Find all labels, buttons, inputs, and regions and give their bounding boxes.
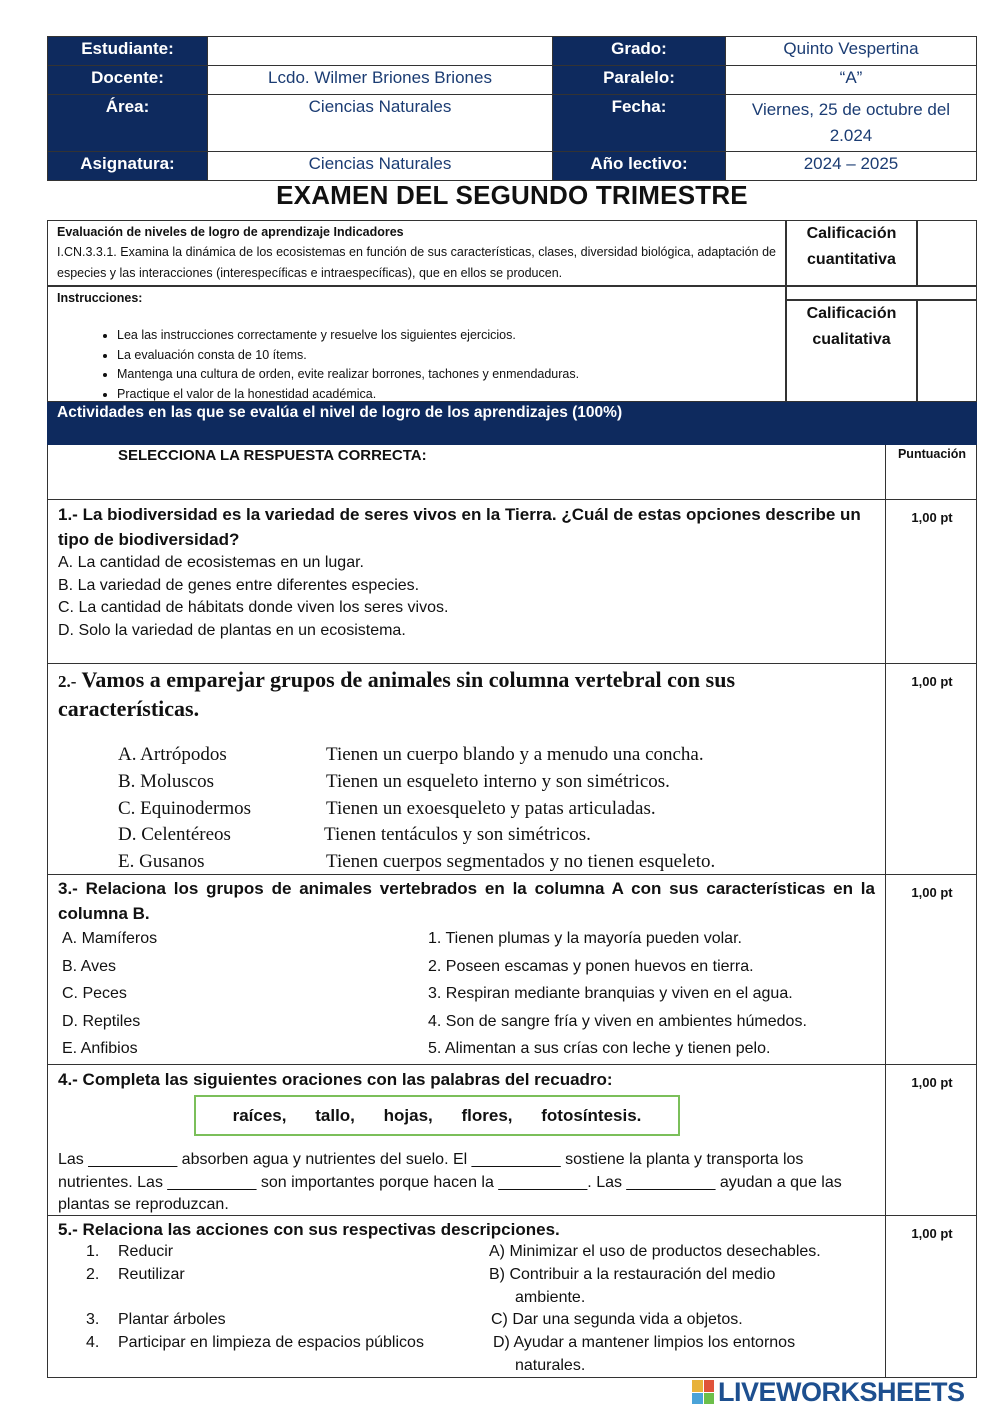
liveworksheets-logo[interactable] [692, 1377, 965, 1407]
q2-pair[interactable] [58, 824, 875, 851]
q5-action: Participar en limpieza de espacios públicos [118, 1334, 424, 1352]
q5-number: 2. [86, 1265, 100, 1283]
instruction-item: • Lea las instrucciones correctamente y resuelve los siguientes ejercicios. [117, 326, 776, 346]
question-5 [47, 1216, 977, 1378]
q1-option-c[interactable]: C. La cantidad de hábitats donde viven los seres vivos. [58, 599, 449, 616]
q2-left: C. Equinodermos [118, 797, 251, 819]
area-label: Área: [48, 95, 208, 152]
school-year-value: 2024 – 2025 [726, 152, 977, 181]
question-3-content [48, 875, 886, 1064]
q2-pair[interactable] [58, 798, 875, 825]
q5-description: A) Minimizar el uso de productos desechables. [489, 1243, 821, 1260]
question-2 [47, 664, 977, 875]
q5-item[interactable] [58, 1243, 875, 1266]
grade-value: Quinto Vespertina [726, 37, 977, 66]
section-header-cell [48, 445, 886, 499]
exam-title: EXAMEN DEL SEGUNDO TRIMESTRE [276, 180, 748, 210]
q5-description-cont: ambiente. [515, 1288, 586, 1306]
q3-right: 5. Alimentan a sus crías con leche y tienen pelo. [428, 1040, 771, 1057]
student-label: Estudiante: [48, 37, 208, 66]
q2-left: B. Moluscos [118, 770, 215, 792]
q2-right: Tienen un cuerpo blando y a menudo una concha. [326, 744, 704, 765]
instruction-item: • Practique el valor de la honestidad académica. [117, 385, 776, 405]
area-value: Ciencias Naturales [208, 95, 553, 152]
q5-number: 1. [86, 1243, 100, 1260]
teacher-value: Lcdo. Wilmer Briones Briones [208, 66, 553, 95]
section-header-row [47, 445, 977, 500]
section-value: “A” [726, 66, 977, 95]
q2-left: D. Celentéreos [118, 824, 231, 846]
student-info-table [47, 36, 977, 181]
question-5-content [48, 1216, 886, 1377]
question-1-text: 1.- La biodiversidad es la variedad de seres vivos en la Tierra. ¿Cuál de estas opciones describe un tipo de biodiversidad? [58, 505, 861, 549]
school-year-label: Año lectivo: [553, 152, 726, 181]
word-bank [194, 1095, 680, 1136]
q3-pair[interactable] [58, 1040, 875, 1068]
quantitative-grade-cell[interactable] [917, 220, 977, 286]
q2-right: Tienen tentáculos y son simétricos. [324, 824, 591, 846]
question-1 [47, 500, 977, 664]
q3-pair[interactable] [58, 985, 875, 1013]
question-4 [47, 1065, 977, 1216]
subject-value: Ciencias Naturales [208, 152, 553, 181]
q1-option-b[interactable]: B. La variedad de genes entre diferentes especies. [58, 576, 420, 594]
instruction-item: • La evaluación consta de 10 ítems. [117, 346, 776, 366]
student-value[interactable] [208, 37, 553, 66]
q5-number: 4. [86, 1334, 100, 1352]
question-1-content [48, 500, 886, 663]
q2-left: A. Artrópodos [118, 744, 227, 765]
word-bank-item: flores, [461, 1106, 513, 1125]
q3-left: E. Anfibios [62, 1040, 138, 1057]
logo-text: LIVEWORKSHEETS [718, 1376, 965, 1407]
question-5-text: 5.- Relaciona las acciones con sus respectivas descripciones. [58, 1220, 560, 1239]
q3-right: 1. Tienen plumas y la mayoría pueden volar. [428, 930, 742, 947]
q3-right: 2. Poseen escamas y ponen huevos en tierra. [428, 957, 754, 975]
word-bank-item: hojas, [383, 1106, 433, 1125]
question-2-content [48, 664, 886, 874]
q5-description: B) Contribuir a la restauración del medio [489, 1265, 776, 1283]
q5-action: Reducir [118, 1243, 174, 1260]
q5-item-continued [58, 1289, 875, 1312]
q2-right: Tienen un esqueleto interno y son simétricos. [326, 770, 670, 792]
q5-action: Reutilizar [118, 1265, 185, 1283]
q2-left: E. Gusanos [118, 851, 205, 873]
section-label: Paralelo: [553, 66, 726, 95]
q5-description: D) Ayudar a mantener limpios los entornos [493, 1334, 796, 1352]
section-label: SELECCIONA LA RESPUESTA CORRECTA: [118, 447, 427, 464]
q2-pair[interactable] [58, 851, 875, 878]
question-4-content [48, 1065, 886, 1215]
q3-right: 4. Son de sangre fría y viven en ambientes húmedos. [428, 1012, 807, 1030]
instructions-list [57, 326, 776, 404]
word-bank-item: raíces, [232, 1106, 287, 1125]
q3-left: D. Reptiles [62, 1012, 141, 1030]
grade-spacer [786, 286, 977, 300]
q3-pair[interactable] [58, 1013, 875, 1041]
instructions-heading: Instrucciones: [57, 291, 143, 305]
activities-bar: Actividades en las que se evalúa el nivel de logro de los aprendizajes (100%) [47, 402, 977, 445]
q2-pair[interactable] [58, 771, 875, 798]
q5-item[interactable] [58, 1311, 875, 1334]
question-5-points: 1,00 pt [911, 1226, 953, 1241]
logo-mark-icon [692, 1380, 714, 1404]
question-4-text: 4.- Completa las siguientes oraciones con las palabras del recuadro: [58, 1070, 613, 1089]
q5-description: C) Dar una segunda vida a objetos. [491, 1311, 743, 1329]
question-4-points: 1,00 pt [911, 1075, 953, 1090]
q1-option-d[interactable]: D. Solo la variedad de plantas en un ecosistema. [58, 621, 406, 639]
subject-label: Asignatura: [48, 152, 208, 181]
q5-item[interactable] [58, 1334, 875, 1357]
quantitative-grade-label: Calificación cuantitativa [786, 220, 917, 286]
question-3 [47, 875, 977, 1065]
indicators-text: I.CN.3.3.1. Examina la dinámica de los ecosistemas en función de sus características, clases, diversidad biológica, adaptación de especies y las interacciones (interespecíficas e intraespecíficas), que en ellos se producen. [57, 245, 776, 280]
date-value: Viernes, 25 de octubre del 2.024 [726, 95, 977, 152]
q5-item[interactable] [58, 1266, 875, 1289]
word-bank-item: tallo, [315, 1106, 355, 1125]
question-3-points: 1,00 pt [911, 885, 953, 900]
q3-pair[interactable] [58, 958, 875, 986]
q5-description-cont: naturales. [515, 1356, 586, 1374]
q1-option-a[interactable]: A. La cantidad de ecosistemas en un lugar. [58, 554, 364, 571]
question-1-points: 1,00 pt [911, 510, 953, 525]
q3-right: 3. Respiran mediante branquias y viven en el agua. [428, 985, 793, 1002]
qualitative-grade-cell[interactable] [917, 300, 977, 402]
grade-label: Grado: [553, 37, 726, 66]
qualitative-grade-label: Calificación cualitativa [786, 300, 917, 402]
q2-right: Tienen un exoesqueleto y patas articuladas. [326, 797, 656, 819]
question-2-points: 1,00 pt [911, 674, 953, 689]
q3-left: B. Aves [62, 957, 116, 975]
q2-right: Tienen cuerpos segmentados y no tienen esqueleto. [326, 851, 716, 873]
teacher-label: Docente: [48, 66, 208, 95]
indicators-heading: Evaluación de niveles de logro de aprendizaje Indicadores [57, 225, 404, 239]
q3-left: C. Peces [62, 985, 127, 1002]
q5-action: Plantar árboles [118, 1311, 226, 1329]
instructions-box [47, 286, 786, 402]
q3-left: A. Mamíferos [62, 930, 158, 947]
indicators-box [47, 220, 786, 286]
fill-in-paragraph[interactable]: Las __________ absorben agua y nutrientes del suelo. El __________ sostiene la planta y transporta los nutrientes. Las __________ son importantes porque hacen la __________. Las __________ ayudan a que las plantas se reproduzcan. [58, 1151, 842, 1213]
date-label: Fecha: [553, 95, 726, 152]
q3-pair[interactable] [58, 930, 875, 958]
question-2-text: 2.- Vamos a emparejar grupos de animales sin columna vertebral con sus características. [58, 667, 736, 721]
q5-number: 3. [86, 1311, 100, 1329]
question-3-text: 3.- Relaciona los grupos de animales vertebrados en la columna A con sus características en la columna B. [58, 879, 875, 923]
q2-pair[interactable] [58, 744, 875, 771]
instruction-item: • Mantenga una cultura de orden, evite realizar borrones, tachones y enmendaduras. [117, 365, 776, 385]
score-header: Puntuación [897, 447, 967, 461]
word-bank-item: fotosíntesis. [541, 1106, 642, 1125]
